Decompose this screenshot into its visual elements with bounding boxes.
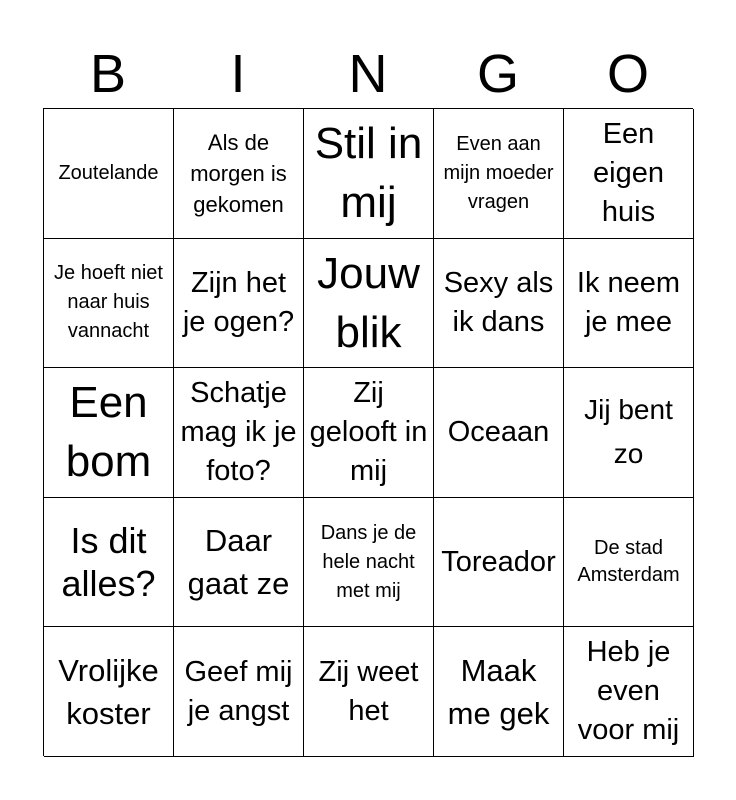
cell-text: Stil in mij — [314, 119, 423, 228]
cell-text: Zij gelooft in mij — [309, 376, 428, 487]
bingo-cell-1-3[interactable] — [304, 109, 434, 239]
cell-text: Jij bent zo — [584, 394, 673, 470]
header-letter-b: B — [89, 44, 127, 104]
header-letter-g: G — [476, 44, 519, 104]
bingo-cell-3-2[interactable] — [174, 368, 304, 498]
bingo-cell-4-5[interactable] — [564, 498, 694, 628]
cell-text: Als de morgen is gekomen — [190, 129, 287, 217]
bingo-card — [43, 108, 693, 756]
cell-text: Daar gaat ze — [187, 523, 290, 602]
bingo-cell-2-1[interactable] — [44, 239, 174, 369]
header-letter-o: O — [606, 44, 649, 104]
bingo-cell-4-2[interactable] — [174, 498, 304, 628]
cell-text: Schatje mag ik je foto? — [180, 376, 297, 487]
cell-text: Jouw blik — [317, 248, 420, 357]
cell-text: Oceaan — [447, 415, 550, 448]
cell-text: Zoutelande — [58, 161, 159, 184]
cell-text: Zij weet het — [318, 655, 419, 727]
bingo-cell-5-2[interactable] — [174, 627, 304, 757]
bingo-cell-1-1[interactable] — [44, 109, 174, 239]
cell-text: Vrolijke koster — [58, 652, 159, 731]
bingo-cell-5-3[interactable] — [304, 627, 434, 757]
bingo-cell-1-4[interactable] — [434, 109, 564, 239]
bingo-cell-2-5[interactable] — [564, 239, 694, 369]
cell-text: Een bom — [65, 378, 152, 487]
cell-text: Heb je even voor mij — [577, 636, 680, 747]
cell-text: Is dit alles? — [61, 520, 156, 605]
bingo-header — [43, 40, 693, 108]
bingo-cell-3-1[interactable] — [44, 368, 174, 498]
bingo-cell-5-1[interactable] — [44, 627, 174, 757]
bingo-cell-4-1[interactable] — [44, 498, 174, 628]
bingo-cell-3-3[interactable] — [304, 368, 434, 498]
bingo-cell-3-5[interactable] — [564, 368, 694, 498]
header-letter-i: I — [230, 44, 246, 104]
bingo-cell-5-5[interactable] — [564, 627, 694, 757]
cell-text: Geef mij je angst — [184, 655, 293, 727]
cell-text: Een eigen huis — [593, 117, 664, 228]
bingo-cell-5-4[interactable] — [434, 627, 564, 757]
header-letter-n: N — [348, 44, 388, 104]
bingo-cell-4-3[interactable] — [304, 498, 434, 628]
bingo-cell-1-2[interactable] — [174, 109, 304, 239]
bingo-cell-4-4[interactable] — [434, 498, 564, 628]
bingo-cell-2-4[interactable] — [434, 239, 564, 369]
cell-text: Sexy als ik dans — [443, 266, 554, 338]
bingo-cell-3-4[interactable] — [434, 368, 564, 498]
bingo-cell-2-2[interactable] — [174, 239, 304, 369]
bingo-cell-2-3[interactable] — [304, 239, 434, 369]
bingo-cell-1-5[interactable] — [564, 109, 694, 239]
cell-text: Zijn het je ogen? — [182, 266, 295, 338]
cell-text: Ik neem je mee — [576, 266, 681, 338]
cell-text: Maak me gek — [447, 652, 550, 731]
cell-text: Dans je de hele nacht met mij — [320, 521, 417, 602]
cell-text: Even aan mijn moeder vragen — [443, 132, 554, 213]
cell-text: Je hoeft niet naar huis vannacht — [54, 262, 163, 343]
cell-text: Toreador — [441, 545, 556, 578]
cell-text: De stad Amsterdam — [577, 537, 680, 587]
